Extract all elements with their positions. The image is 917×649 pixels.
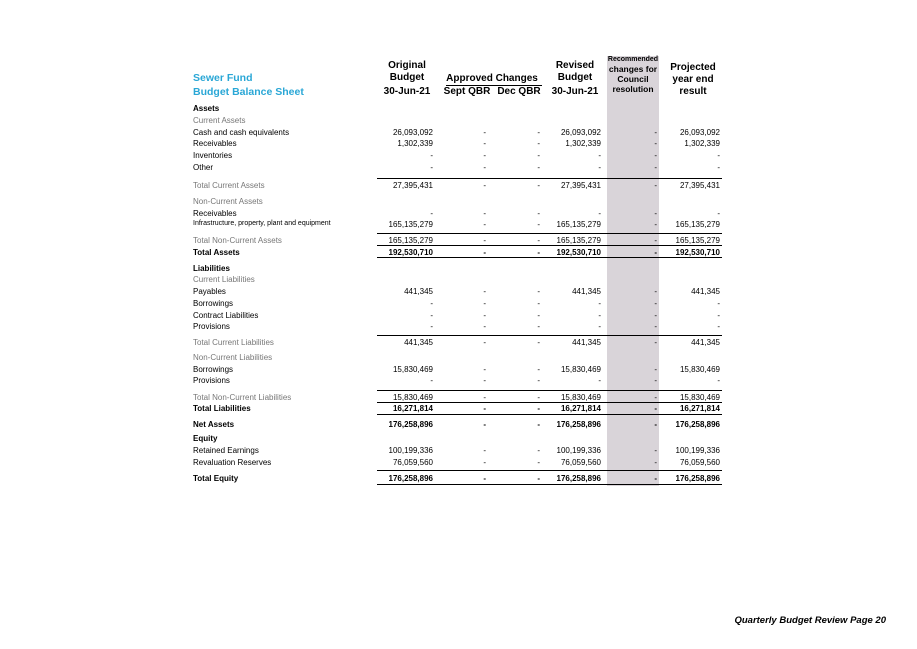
- table-cell: 176,258,896: [675, 420, 720, 429]
- table-cell: -: [598, 376, 601, 385]
- table-cell: -: [430, 299, 433, 308]
- table-cell: 15,830,469: [560, 393, 601, 402]
- table-cell: 176,258,896: [388, 474, 433, 483]
- table-cell: -: [483, 420, 486, 429]
- table-cell: -: [483, 287, 486, 296]
- row-label: Revaluation Reserves: [193, 458, 272, 467]
- header-recommended: Recommended changes for Council resolution: [607, 56, 659, 94]
- row-label: Other: [193, 163, 214, 172]
- row-label: Borrowings: [193, 299, 234, 308]
- table-cell: 1,302,339: [565, 139, 601, 148]
- row-label: Provisions: [193, 376, 230, 385]
- table-cell: -: [537, 376, 540, 385]
- table-cell: -: [717, 151, 720, 160]
- table-cell: -: [654, 163, 657, 172]
- table-cell: -: [537, 365, 540, 374]
- table-cell: -: [537, 446, 540, 455]
- table-cell: -: [537, 181, 540, 190]
- table-cell: 441,345: [572, 338, 601, 347]
- total-rule: [377, 470, 722, 471]
- table-cell: -: [537, 209, 540, 218]
- header-sept-qbr: Sept QBR: [443, 86, 491, 97]
- table-cell: 1,302,339: [684, 139, 720, 148]
- table-cell: 27,395,431: [679, 181, 720, 190]
- table-cell: -: [654, 209, 657, 218]
- total-rule: [377, 484, 722, 485]
- table-cell: 441,345: [691, 338, 720, 347]
- table-cell: -: [537, 139, 540, 148]
- table-cell: -: [598, 311, 601, 320]
- table-cell: -: [537, 404, 540, 413]
- table-cell: 441,345: [404, 338, 433, 347]
- table-cell: -: [654, 446, 657, 455]
- table-cell: 26,093,092: [560, 128, 601, 137]
- total-rule: [377, 257, 722, 258]
- table-cell: 76,059,560: [392, 458, 433, 467]
- table-cell: -: [654, 299, 657, 308]
- table-cell: 16,271,814: [679, 404, 720, 413]
- row-label: Retained Earnings: [193, 446, 259, 455]
- table-cell: 192,530,710: [675, 248, 720, 257]
- table-cell: 176,258,896: [388, 420, 433, 429]
- row-label: Current Liabilities: [193, 275, 255, 284]
- table-cell: -: [430, 376, 433, 385]
- row-label: Current Assets: [193, 116, 246, 125]
- table-cell: -: [483, 299, 486, 308]
- table-cell: -: [483, 474, 486, 483]
- table-cell: -: [654, 287, 657, 296]
- total-rule: [377, 335, 722, 336]
- row-label: Cash and cash equivalents: [193, 128, 290, 137]
- total-rule: [377, 233, 722, 234]
- table-cell: 76,059,560: [679, 458, 720, 467]
- table-cell: -: [598, 299, 601, 308]
- header-projected: Projected year end result: [670, 62, 716, 97]
- table-cell: 15,830,469: [679, 365, 720, 374]
- header-approved-changes: Approved Changes: [446, 73, 538, 84]
- table-cell: 100,199,336: [388, 446, 433, 455]
- table-cell: -: [654, 128, 657, 137]
- table-cell: -: [483, 404, 486, 413]
- table-cell: -: [537, 128, 540, 137]
- table-cell: -: [483, 311, 486, 320]
- row-label: Total Liabilities: [193, 404, 251, 413]
- table-cell: -: [483, 151, 486, 160]
- table-cell: -: [483, 220, 486, 229]
- header-original: Original Budget 30-Jun-21: [383, 60, 431, 97]
- table-cell: -: [654, 393, 657, 402]
- table-cell: -: [598, 151, 601, 160]
- table-cell: 27,395,431: [392, 181, 433, 190]
- table-cell: 76,059,560: [560, 458, 601, 467]
- total-rule: [377, 245, 722, 246]
- table-cell: -: [598, 209, 601, 218]
- table-cell: 192,530,710: [556, 248, 601, 257]
- table-cell: 15,830,469: [392, 365, 433, 374]
- row-label: Inventories: [193, 151, 233, 160]
- table-cell: 100,199,336: [675, 446, 720, 455]
- row-label: Borrowings: [193, 365, 234, 374]
- row-label: Infrastructure, property, plant and equipment: [193, 220, 331, 227]
- table-cell: 1,302,339: [397, 139, 433, 148]
- table-cell: 192,530,710: [388, 248, 433, 257]
- table-cell: -: [483, 209, 486, 218]
- row-label: Contract Liabilities: [193, 311, 259, 320]
- table-cell: -: [537, 220, 540, 229]
- table-cell: -: [430, 311, 433, 320]
- row-label: Total Assets: [193, 248, 240, 257]
- table-cell: 100,199,336: [556, 446, 601, 455]
- table-cell: -: [430, 151, 433, 160]
- table-cell: 16,271,814: [392, 404, 433, 413]
- table-cell: -: [654, 365, 657, 374]
- row-label: Non-Current Liabilities: [193, 353, 273, 362]
- table-cell: -: [654, 458, 657, 467]
- table-cell: -: [654, 474, 657, 483]
- table-cell: -: [483, 181, 486, 190]
- table-cell: -: [430, 322, 433, 331]
- row-label: Total Current Liabilities: [193, 338, 274, 347]
- table-cell: -: [483, 376, 486, 385]
- table-cell: 15,830,469: [392, 393, 433, 402]
- table-cell: -: [537, 287, 540, 296]
- table-cell: -: [654, 139, 657, 148]
- table-cell: 441,345: [691, 287, 720, 296]
- table-cell: -: [483, 446, 486, 455]
- table-cell: -: [654, 181, 657, 190]
- table-cell: -: [483, 458, 486, 467]
- table-cell: -: [483, 322, 486, 331]
- row-label: Total Equity: [193, 474, 239, 483]
- row-label: Total Non-Current Assets: [193, 236, 282, 245]
- table-cell: -: [483, 236, 486, 245]
- table-cell: 165,135,279: [675, 220, 720, 229]
- table-cell: -: [483, 248, 486, 257]
- table-cell: -: [537, 322, 540, 331]
- row-label: Equity: [193, 434, 218, 443]
- table-cell: -: [654, 311, 657, 320]
- table-cell: -: [537, 420, 540, 429]
- table-cell: -: [717, 163, 720, 172]
- header-revised: Revised Budget 30-Jun-21: [551, 60, 599, 97]
- table-cell: -: [537, 151, 540, 160]
- row-label: Assets: [193, 104, 220, 113]
- table-cell: -: [654, 151, 657, 160]
- table-cell: 176,258,896: [556, 474, 601, 483]
- header-dec-qbr: Dec QBR: [497, 86, 541, 97]
- row-label: Receivables: [193, 209, 237, 218]
- total-rule: [377, 390, 722, 391]
- table-cell: -: [537, 393, 540, 402]
- table-cell: -: [483, 365, 486, 374]
- table-cell: -: [537, 248, 540, 257]
- table-cell: -: [717, 376, 720, 385]
- table-cell: -: [537, 299, 540, 308]
- table-cell: 16,271,814: [560, 404, 601, 413]
- table-cell: -: [654, 236, 657, 245]
- table-cell: -: [483, 139, 486, 148]
- row-label: Total Non-Current Liabilities: [193, 393, 292, 402]
- table-cell: -: [483, 128, 486, 137]
- table-cell: -: [483, 338, 486, 347]
- table-cell: -: [717, 209, 720, 218]
- table-cell: -: [537, 163, 540, 172]
- sheet-title: Budget Balance Sheet: [193, 86, 304, 98]
- total-rule: [377, 414, 722, 415]
- table-cell: 165,135,279: [388, 236, 433, 245]
- table-cell: 165,135,279: [556, 220, 601, 229]
- total-rule: [377, 178, 722, 179]
- row-label: Non-Current Assets: [193, 197, 263, 206]
- table-cell: -: [430, 163, 433, 172]
- table-cell: 15,830,469: [560, 365, 601, 374]
- table-cell: -: [537, 338, 540, 347]
- table-cell: -: [654, 338, 657, 347]
- row-label: Net Assets: [193, 420, 235, 429]
- table-cell: -: [654, 220, 657, 229]
- table-cell: 26,093,092: [679, 128, 720, 137]
- table-cell: -: [483, 393, 486, 402]
- table-cell: -: [537, 236, 540, 245]
- table-cell: -: [654, 248, 657, 257]
- row-label: Receivables: [193, 139, 237, 148]
- table-cell: -: [717, 311, 720, 320]
- table-cell: 176,258,896: [556, 420, 601, 429]
- row-label: Total Current Assets: [193, 181, 265, 190]
- page-footer: Quarterly Budget Review Page 20: [734, 615, 886, 626]
- table-cell: -: [654, 376, 657, 385]
- table-cell: -: [537, 474, 540, 483]
- table-cell: -: [598, 163, 601, 172]
- table-cell: 165,135,279: [556, 236, 601, 245]
- fund-title: Sewer Fund: [193, 72, 253, 84]
- recommended-column-shading: [607, 56, 659, 486]
- table-cell: -: [598, 322, 601, 331]
- table-cell: 27,395,431: [560, 181, 601, 190]
- table-cell: 165,135,279: [675, 236, 720, 245]
- table-cell: -: [654, 420, 657, 429]
- table-cell: 26,093,092: [392, 128, 433, 137]
- table-cell: 165,135,279: [388, 220, 433, 229]
- table-cell: -: [537, 311, 540, 320]
- table-cell: -: [537, 458, 540, 467]
- table-cell: 441,345: [572, 287, 601, 296]
- row-label: Provisions: [193, 322, 230, 331]
- total-rule: [377, 402, 722, 403]
- table-cell: -: [483, 163, 486, 172]
- table-cell: -: [430, 209, 433, 218]
- row-label: Payables: [193, 287, 226, 296]
- table-cell: 441,345: [404, 287, 433, 296]
- table-cell: -: [717, 322, 720, 331]
- table-cell: -: [654, 404, 657, 413]
- row-label: Liabilities: [193, 264, 230, 273]
- table-cell: -: [654, 322, 657, 331]
- table-cell: -: [717, 299, 720, 308]
- table-cell: 176,258,896: [675, 474, 720, 483]
- table-cell: 15,830,469: [679, 393, 720, 402]
